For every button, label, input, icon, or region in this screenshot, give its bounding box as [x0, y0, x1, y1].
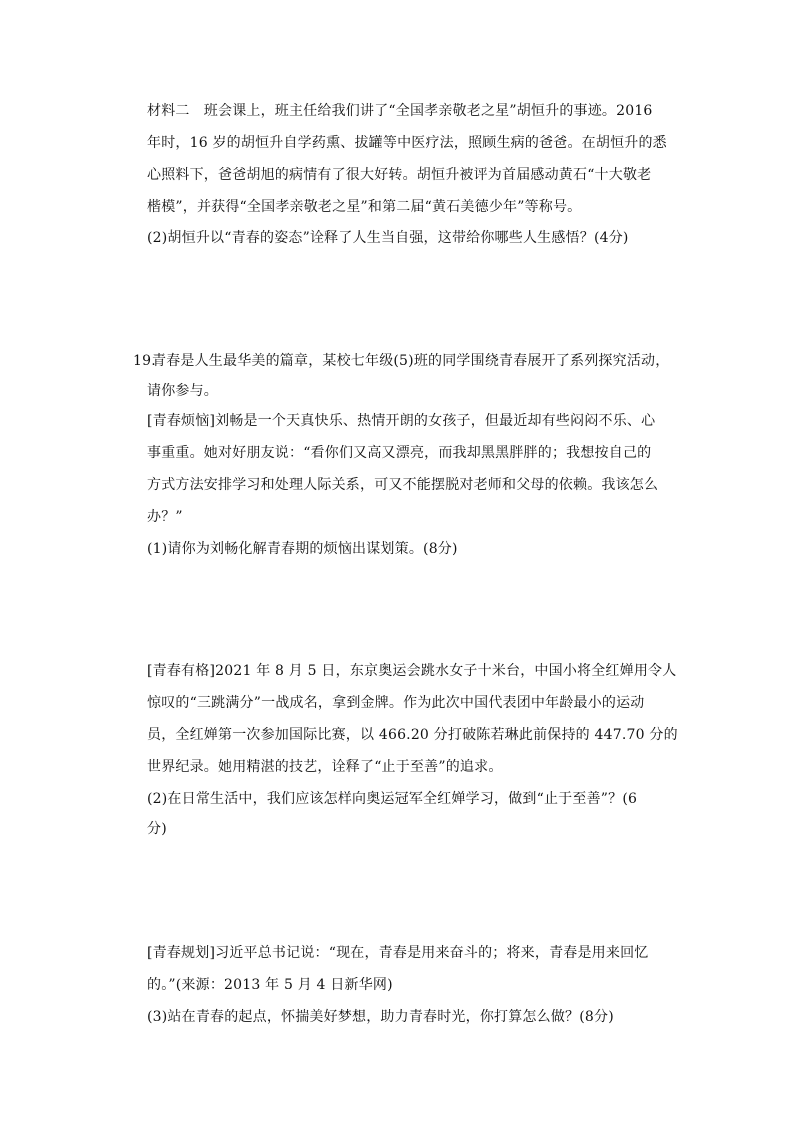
q19-part3-question: (3)站在青春的起点，怀揣美好梦想，助力青春时光，你打算怎么做？(8分) [147, 1009, 614, 1025]
q19-part2-line-4: 世界纪录。她用精湛的技艺，诠释了“止于至善”的追求。 [147, 759, 503, 775]
material2-question: (2)胡恒升以“青春的姿态”诠释了人生当自强，这带给你哪些人生感悟？(4分) [147, 230, 629, 246]
q19-part2-line-3: 员，全红婵第一次参加国际比赛，以 466.20 分打破陈若琳此前保持的 447.70 分的 [147, 727, 678, 743]
q19-part3-line-2: 的。”(来源：2013 年 5 月 4 日新华网) [147, 977, 393, 993]
q19-part1-question: (1)请你为刘畅化解青春期的烦恼出谋划策。(8分) [147, 541, 458, 557]
q19-intro-line-2: 请你参与。 [147, 383, 218, 399]
material2-line-2: 年时，16 岁的胡恒升自学药熏、拔罐等中医疗法，照顾生病的爸爸。在胡恒升的悉 [147, 135, 667, 151]
q19-part1-line-2: 事重重。她对好朋友说：“看你们又高又漂亮，而我却黑黑胖胖的；我想按自己的 [147, 445, 652, 461]
material2-line-3: 心照料下，爸爸胡旭的病情有了很大好转。胡恒升被评为首届感动黄石“十大敬老 [147, 167, 652, 183]
q19-part2-question-line-2: 分) [147, 821, 167, 837]
q19-part1-line-4: 办？” [147, 509, 183, 525]
q19-part1-line-1: [青春烦恼]刘畅是一个天真快乐、热情开朗的女孩子，但最近却有些闷闷不乐、心 [147, 413, 656, 429]
q19-part2-question-line-1: (2)在日常生活中，我们应该怎样向奥运冠军全红婵学习，做到“止于至善”？(6 [147, 791, 638, 807]
question-19-number: 19. [133, 353, 156, 369]
q19-part2-line-1: [青春有格]2021 年 8 月 5 日，东京奥运会跳水女子十米台，中国小将全红婵用令人 [147, 663, 677, 679]
q19-part1-line-3: 方式方法安排学习和处理人际关系，可又不能摆脱对老师和父母的依赖。我该怎么 [147, 477, 659, 493]
material2-line-1: 材料二 班会课上，班主任给我们讲了“全国孝亲敬老之星”胡恒升的事迹。2016 [147, 103, 653, 119]
q19-part2-line-2: 惊叹的“三跳满分”一战成名，拿到金牌。作为此次中国代表团中年龄最小的运动 [147, 695, 645, 711]
material2-line-4: 楷模”，并获得“全国孝亲敬老之星”和第二届“黄石美德少年”等称号。 [147, 199, 582, 215]
q19-intro-line-1: 青春是人生最华美的篇章，某校七年级(5)班的同学围绕青春展开了系列探究活动， [152, 353, 670, 369]
q19-part3-line-1: [青春规划]习近平总书记说：“现在，青春是用来奋斗的；将来，青春是用来回忆 [147, 945, 649, 961]
